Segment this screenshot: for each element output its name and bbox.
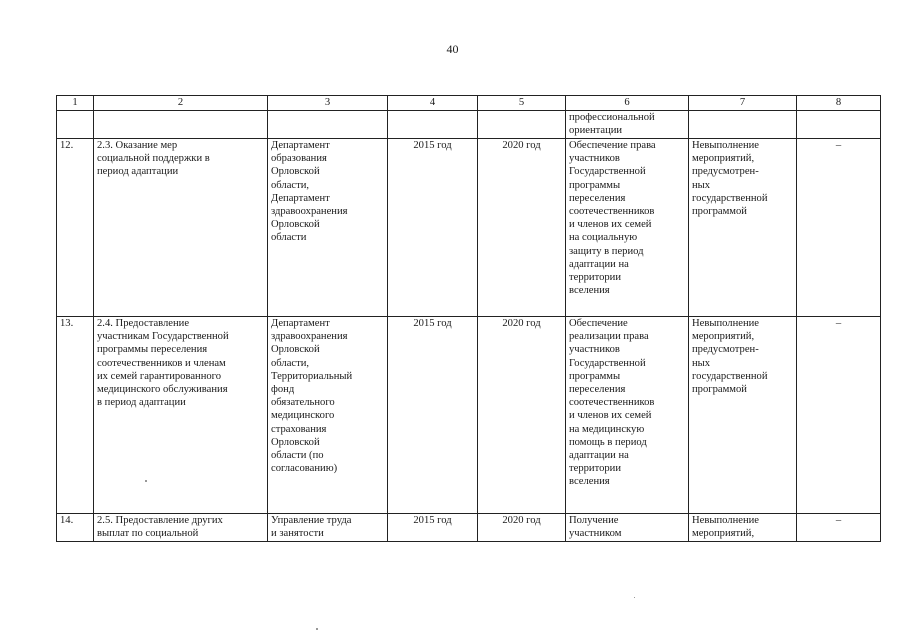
header-col-5: 5 [478, 96, 566, 111]
table-row-continuation [57, 111, 881, 139]
cell-result: Получение участником [566, 514, 689, 542]
header-col-6: 6 [566, 96, 689, 111]
header-col-2: 2 [94, 96, 268, 111]
cell-number: 13. [57, 317, 94, 514]
table-row [57, 139, 881, 317]
header-col-7: 7 [689, 96, 797, 111]
cell-number: 12. [57, 139, 94, 317]
header-col-3: 3 [268, 96, 388, 111]
scan-speck [145, 480, 147, 482]
cell-executor: Департамент здравоохранения Орловской области, Территориальный фонд обязательного медицинского страхования Орловской области (по согласованию) [268, 317, 388, 514]
measures-table [56, 95, 881, 542]
header-col-1: 1 [57, 96, 94, 111]
cell-start-year: 2015 год [388, 139, 478, 317]
cell-measure: 2.4. Предоставление участникам Государственной программы переселения соотечественников и членам их семей гарантированного медицинского обслуживания в период адаптации [94, 317, 268, 514]
table-row [57, 317, 881, 514]
cell-empty [57, 111, 94, 139]
cell-start-year: 2015 год [388, 514, 478, 542]
table-row [57, 514, 881, 542]
cell-consequence: Невыполнение мероприятий, предусмотрен- ных государственной программой [689, 317, 797, 514]
cell-empty [689, 111, 797, 139]
cell-number: 14. [57, 514, 94, 542]
page-number: 40 [446, 42, 459, 56]
cell-executor: Управление труда и занятости [268, 514, 388, 542]
cell-consequence: Невыполнение мероприятий, предусмотрен- ных государственной программой [689, 139, 797, 317]
cell-result: Обеспечение права участников Государственной программы переселения соотечественников и членов их семей на социальную защиту в период адаптации на территории вселения [566, 139, 689, 317]
cell-link: – [797, 139, 881, 317]
cell-measure: 2.5. Предоставление других выплат по социальной [94, 514, 268, 542]
cell-start-year: 2015 год [388, 317, 478, 514]
cell-consequence: Невыполнение мероприятий, [689, 514, 797, 542]
cell-empty [94, 111, 268, 139]
cell-result: Обеспечение реализации права участников Государственной программы переселения соотечественников и членов их семей на медицинскую помощь в период адаптации на территории вселения [566, 317, 689, 514]
cell-link: – [797, 317, 881, 514]
scan-speck [316, 628, 318, 630]
cell-empty [388, 111, 478, 139]
cell-result: профессиональной ориентации [566, 111, 689, 139]
cell-empty [268, 111, 388, 139]
cell-measure: 2.3. Оказание мер социальной поддержки в период адаптации [94, 139, 268, 317]
cell-empty [797, 111, 881, 139]
cell-link: – [797, 514, 881, 542]
cell-end-year: 2020 год [478, 514, 566, 542]
cell-end-year: 2020 год [478, 139, 566, 317]
cell-empty [478, 111, 566, 139]
cell-executor: Департамент образования Орловской области, Департамент здравоохранения Орловской области [268, 139, 388, 317]
header-col-8: 8 [797, 96, 881, 111]
cell-end-year: 2020 год [478, 317, 566, 514]
header-col-4: 4 [388, 96, 478, 111]
scan-speck [634, 597, 635, 598]
table-header-row [57, 96, 881, 111]
